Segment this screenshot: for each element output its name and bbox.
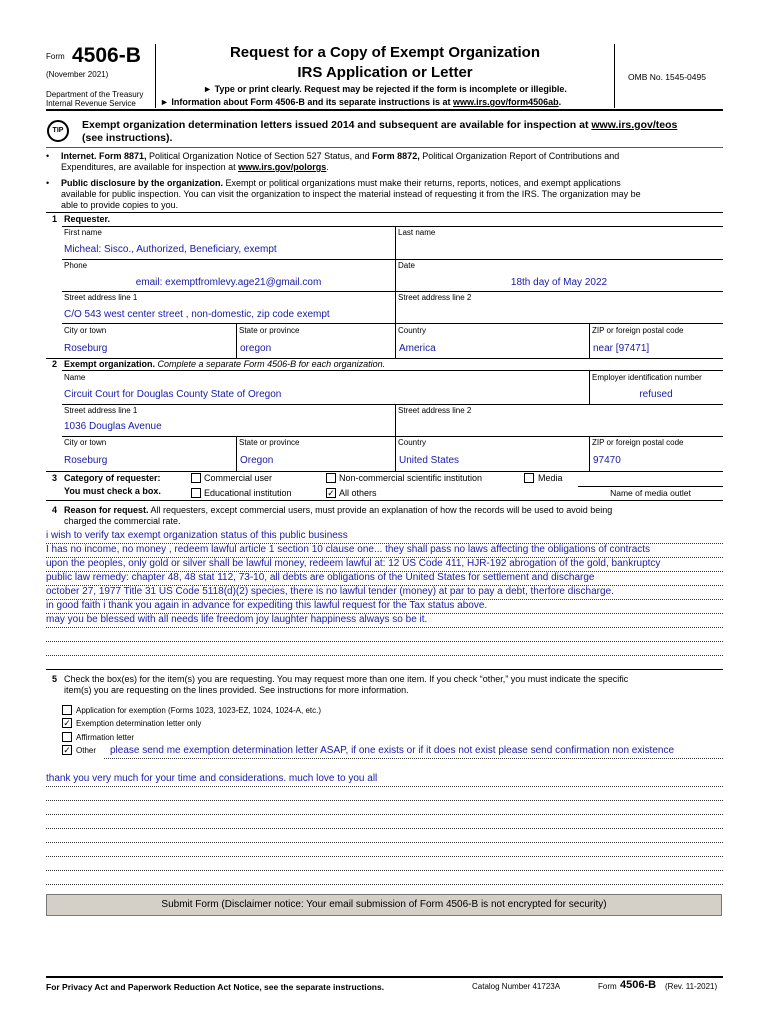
other-label: Other — [76, 746, 97, 755]
org-state-input[interactable]: Oregon — [240, 455, 274, 466]
org-zip-input[interactable]: 97470 — [593, 455, 621, 466]
determination-letter-label: Exemption determination letter only — [76, 719, 202, 728]
application-checkbox[interactable] — [62, 705, 72, 715]
section1-title: Requester. — [64, 214, 111, 224]
state-input[interactable]: oregon — [240, 343, 272, 354]
city-input[interactable]: Roseburg — [64, 343, 108, 354]
title-line2: IRS Application or Letter — [297, 64, 473, 81]
org-state-label: State or province — [239, 438, 300, 447]
bullet-dot: • — [46, 151, 50, 161]
title-line1: Request for a Copy of Exempt Organization — [229, 44, 541, 61]
org-name-label: Name — [64, 373, 86, 382]
bullet-disclosure: Public disclosure by the organization. Exempt or political organizations must make their returns, reports, notices, and exempt applications — [61, 178, 621, 188]
ein-input[interactable]: refused — [639, 389, 673, 400]
ein-label: Employer identification number — [592, 373, 702, 382]
bullet-disclosure-line2: available for public inspection. You can visit the organization to inspect the material instead of requesting it from the IRS. The organization may be — [61, 189, 641, 199]
tip-text-line2: (see instructions). — [82, 132, 173, 144]
section3-title-line2: You must check a box. — [64, 486, 161, 496]
dept-line2: Internal Revenue Service — [46, 99, 136, 108]
section2-number: 2 — [52, 359, 58, 369]
other-input[interactable]: please send me exemption determination letter ASAP, if one exists or if it does not exist please send confirmation non existence — [110, 745, 675, 756]
org-city-input[interactable]: Roseburg — [64, 455, 108, 466]
footer-revision: (Rev. 11-2021) — [665, 982, 718, 991]
org-city-label: City or town — [64, 438, 107, 447]
omb-number: OMB No. 1545-0495 — [628, 72, 706, 82]
reason-line[interactable]: I has no income, no money , redeem lawful article 1 section 10 clause one... they shall pass no laws affecting the obligations of contracts — [46, 544, 651, 555]
section3-title-line1: Category of requester: — [64, 473, 161, 483]
footer-form-word: Form — [598, 982, 617, 991]
phone-label: Phone — [64, 261, 88, 270]
section5-text-line1: Check the box(es) for the item(s) you are requesting. You may request more than one item. If you check “other,” you must indicate the specific — [64, 674, 629, 684]
media-outlet-label: Name of media outlet — [610, 488, 691, 498]
org-name-input[interactable]: Circuit Court for Douglas County State of Oregon — [64, 389, 282, 400]
commercial-user-checkbox[interactable] — [191, 473, 201, 483]
revision-date: (November 2021) — [46, 70, 109, 79]
noncommercial-checkbox[interactable] — [326, 473, 336, 483]
reason-line[interactable]: october 27, 1977 Title 31 US Code 5118(d)(2) species, there is no lawful tender (money) at par to pay a debt, therfore discharge. — [46, 586, 614, 597]
footer-form-number: 4506-B — [620, 979, 657, 991]
section4-title-line2: charged the commercial rate. — [64, 516, 181, 526]
application-label: Application for exemption (Forms 1023, 1023-EZ, 1024, 1024-A, etc.) — [76, 706, 322, 715]
street2-label: Street address line 2 — [398, 293, 472, 302]
last-name-label: Last name — [398, 228, 436, 237]
zip-input[interactable]: near [97471] — [593, 343, 650, 354]
all-others-checkbox[interactable]: ✓ — [327, 488, 335, 498]
privacy-notice: For Privacy Act and Paperwork Reduction Act Notice, see the separate instructions. — [46, 982, 385, 992]
country-input[interactable]: America — [399, 343, 436, 354]
commercial-user-label: Commercial user — [204, 473, 273, 483]
bullet-internet: Internet. Form 8871, Political Organization Notice of Section 527 Status, and Form 8872, Political Organization Report of Contributions and — [61, 151, 620, 161]
street2-input[interactable] — [398, 309, 718, 321]
affirmation-letter-checkbox[interactable] — [62, 732, 72, 742]
section4-title: Reason for request. All requesters, except commercial users, must provide an explanation of how the records will be used to avoid being — [64, 505, 613, 515]
media-checkbox[interactable] — [524, 473, 534, 483]
date-label: Date — [398, 261, 415, 270]
section4-number: 4 — [52, 505, 58, 515]
affirmation-letter-label: Affirmation letter — [76, 733, 135, 742]
org-country-input[interactable]: United States — [399, 455, 460, 466]
phone-input[interactable]: email: exemptfromlevy.age21@gmail.com — [135, 277, 322, 288]
reason-line[interactable]: public law remedy: chapter 48, 48 stat 112, 73-10, all debts are obligations of the United States for settlement and discharge — [46, 572, 595, 583]
street1-input[interactable]: C/O 543 west center street , non-domestic, zip code exempt — [64, 309, 330, 320]
reason-line[interactable]: i wish to verify tax exempt organization status of this public business — [46, 530, 348, 541]
all-others-label: All others — [339, 488, 377, 498]
org-country-label: Country — [398, 438, 427, 447]
other-line[interactable]: thank you very much for your time and considerations. much love to you all — [46, 773, 378, 784]
instruction-2: ► Information about Form 4506-B and its separate instructions is at www.irs.gov/form4506ab. — [160, 97, 562, 107]
noncommercial-label: Non-commercial scientific institution — [339, 473, 483, 483]
other-checkbox[interactable]: ✓ — [63, 745, 71, 755]
reason-line[interactable]: may you be blessed with all needs life freedom joy laughter happiness always so be it. — [46, 614, 428, 625]
zip-label: ZIP or foreign postal code — [592, 326, 684, 335]
section1-number: 1 — [52, 214, 58, 224]
section5-number: 5 — [52, 674, 58, 684]
instruction-1: ► Type or print clearly. Request may be rejected if the form is incomplete or illegible. — [203, 84, 567, 94]
street1-label: Street address line 1 — [64, 293, 138, 302]
org-street1-input[interactable]: 1036 Douglas Avenue — [64, 421, 162, 432]
last-name-input[interactable] — [398, 244, 718, 256]
dept-line1: Department of the Treasury — [46, 90, 144, 99]
catalog-number: Catalog Number 41723A — [472, 982, 561, 991]
educational-label: Educational institution — [204, 488, 292, 498]
org-street2-input[interactable] — [398, 421, 718, 433]
reason-line[interactable]: upon the peoples, only gold or silver shall be lawful money, redeem lawful at: 12 US Code 411, HJR-192 abrogation of the gold, bankruptcy — [46, 558, 661, 569]
org-street2-label: Street address line 2 — [398, 406, 472, 415]
polorgs-link[interactable]: www.irs.gov/polorgs — [238, 162, 327, 172]
first-name-input[interactable]: Micheal: Sisco., Authorized, Beneficiary, exempt — [64, 244, 277, 255]
section3-number: 3 — [52, 473, 58, 483]
media-label: Media — [538, 473, 563, 483]
form-word: Form — [46, 52, 65, 61]
section2-title: Exempt organization. Complete a separate Form 4506-B for each organization. — [64, 359, 386, 369]
date-input[interactable]: 18th day of May 2022 — [510, 277, 608, 288]
bullet-dot: • — [46, 178, 50, 188]
form-number: 4506-B — [72, 44, 141, 67]
bullet-disclosure-line3: able to provide copies to you. — [61, 200, 179, 210]
form4506ab-link[interactable]: www.irs.gov/form4506ab — [452, 97, 559, 107]
first-name-label: First name — [64, 228, 102, 237]
reason-line[interactable]: in good faith i thank you again in advance for expediting this lawful request for the Tax status above. — [46, 600, 488, 611]
educational-checkbox[interactable] — [191, 488, 201, 498]
org-street1-label: Street address line 1 — [64, 406, 138, 415]
teos-link[interactable]: www.irs.gov/teos — [591, 119, 678, 131]
country-label: Country — [398, 326, 427, 335]
determination-letter-checkbox[interactable]: ✓ — [63, 718, 71, 728]
state-label: State or province — [239, 326, 300, 335]
tip-badge: TIP — [47, 120, 69, 142]
org-zip-label: ZIP or foreign postal code — [592, 438, 684, 447]
section5-text-line2: item(s) you are requesting on the lines provided. See instructions for more information. — [64, 685, 409, 695]
tip-text: Exempt organization determination letters issued 2014 and subsequent are available for inspection at www.irs.gov/teos — [82, 119, 678, 131]
bullet-internet-line2: Expenditures, are available for inspection at www.irs.gov/polorgs. — [61, 162, 329, 172]
submit-form-button[interactable]: Submit Form (Disclaimer notice: Your email submission of Form 4506-B is not encrypted for security) — [46, 894, 722, 916]
city-label: City or town — [64, 326, 107, 335]
